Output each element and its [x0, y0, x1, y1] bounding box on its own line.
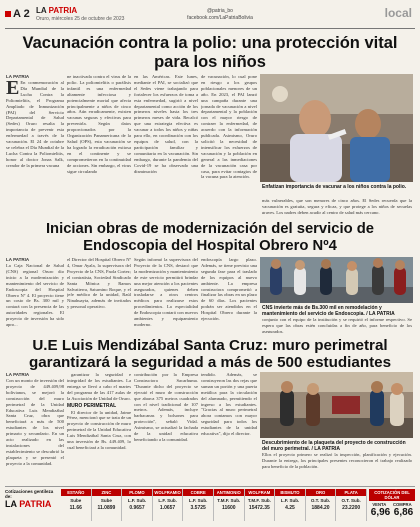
article3-col4: tendido. Además, se construyeron las dos rejas que suman un portón y una puerta metálica para la circulación del alumnado, permitiendo el ingreso a los estudiantes. "Gracias al muro perimetral ahora contamos con mayor seguridad para todos los estudiantes de la unidad educativa", dijo el director.	[201, 372, 257, 437]
article2-photo	[260, 257, 413, 303]
article1-col1: E En conmemoración al Día Mundial de la Lucha Contra la Poliomielitis, el Programa Ampliado de Inmunización (PAI) del Servicio Departamental de Salud (Sedes) Oruro resalta la importancia de prevenir esta enfermedad a través de la vacunación. El 24 de octubre se celebra el Día Mundial de la Lucha Contra la Poliomielitis, honor al doctor Jonas Salk, creador de la primera vacuna	[6, 80, 64, 168]
dollar-labels: VENTA COMPRA	[372, 502, 412, 507]
brand: LA PATRIA	[36, 6, 78, 15]
article3-col2	[67, 372, 131, 482]
article3-photo	[260, 372, 413, 438]
article2-headline: Inician obras de modernización del servicio de Endoscopia del Hospital Obrero Nº4	[45, 221, 375, 254]
ticker-cell: ORO O.T. Sub. 1884.20	[306, 489, 337, 521]
date-line: Oruro, miércoles 25 de octubre de 2023	[36, 16, 125, 22]
ticker-cell: ANTIMONIO T.M.F. Sub. 11600	[214, 489, 245, 521]
ticker-title: Cotizaciones gentileza de:	[5, 489, 54, 499]
ticker-cell: BISMUTO L.F. Sub. 4.25	[275, 489, 306, 521]
article3-caption: Descubrimiento de la plaqueta del proyecto de construcción del muro perimetral. / LA PATRIA	[262, 440, 406, 452]
ticker-cell: WOLFRAMIO L.F. Sub. 1.0657	[153, 489, 184, 521]
article2-col3: Según informó la supervisora del Proyecto de la CNS, destacó que la modernización y mantenimiento de este servicio permitirá brindar una mejor atención a los pacientes asegurados, quienes deben trasladarse a otros centros médicos para realizarse estos procedimientos. La especialidad de Endoscopia contará con nuevos ambientes y equipamiento moderno.	[134, 257, 198, 327]
ticker-cell: PLATA O.T. Sub. 23.2200	[336, 489, 367, 521]
ticker-logo: LA PATRIA	[5, 499, 52, 509]
article3-subheading: MURO PERIMETRAL	[67, 402, 117, 409]
article3-col1: Con un monto de inversión del proyecto de 449.409,98 bolivianos, se mejoró la construcción del muro perimetral de la Unidad Educativa Luis Mendizábal Santa Cruz, obra que beneficiará a más de 500 estudiantes de los nivel primario y secundario. En un acto realizado en las instalaciones del establecimiento se descubrió la plaqueta y se presentó el proyecto a la comunidad.	[6, 378, 64, 466]
article2-byline: LA PATRIA	[6, 257, 30, 262]
article3-col3: contribución por la Empresa Constructora Sacarhuma. "Durante dicho del proyecto se ejecutó el muro de construcción que abarca 375 metros cuadrados con el nivel tradicional de 107 metros. Además, incluye barbacanas y bolsones para protección", señaló Vidal. Asimismo, se actualizó la fachada de la unidad educativa beneficiando a la comunidad.	[134, 372, 198, 442]
article1-headline: Vacunación contra la polio: una protección vital para los niños	[22, 34, 398, 71]
page-header	[0, 0, 420, 30]
contact-info	[180, 8, 260, 22]
article1-photo	[260, 74, 413, 182]
ticker-cell: ESTAÑO Sube 11.66	[61, 489, 92, 521]
dollar-rate	[369, 489, 415, 521]
school-wall-photo	[260, 372, 413, 438]
article1-col3: en las Américas. Este lunes, mediante el PAI, se socializó que el Sedes viene trabajando para fortalecer los esfuerzos de toma a esta enfermedad, sugirió a nivel departamental como acción de los primeros niveles hasta los tres primeros meses de vida. Recalcó que una estrategia efectiva es vacunar a todos los niños y niñas para ello, en coordinación con los equipos de salud, con la participación familiar y comunitaria en la vacunación. Sin embargo, durante la pandemia del Covid-19 se ha observado una disminución	[134, 74, 198, 174]
dropcap: E	[6, 80, 20, 99]
ticker-cell: ZINC Sube 11.0899	[92, 489, 123, 521]
page-number: A 2	[5, 8, 30, 20]
contact-handle: @patria_bo	[207, 8, 233, 14]
article1-col5: más vulnerables, que son menores de cinco años. El Sedes recuerda que la vacunación es gratuita, segura y eficaz, y que protege a los niños de secuelas graves. Los padres deben acudir al centro de salud más cercano.	[262, 198, 412, 214]
section-label: local	[384, 6, 412, 20]
article1-col2: ne inactivada contra el virus de la polio. La poliomielitis o parálisis infantil es una enfermedad altamente infecciosa y potencialmente mortal que afecta principalmente a niños de cinco años. Aún erradicamente, existen vacunas seguras y efectivas para prevenirla. Según datos proporcionados por la Organización Panamericana de la Salud (OPS), esta vacunación se ha logrado la erradicación exitosa en el continente y se comprometieron en la continuidad de acciones. Sin embargo, el virus sigue circulando	[67, 74, 131, 174]
ticker-cells	[61, 489, 367, 521]
article3-headline: U.E Luis Mendizábal Santa Cruz: muro perimetral garantizará la seguridad a más de 500 estudiantes	[28, 337, 392, 371]
article3-col2-text-b: El director de la unidad, Jaime Pérez, mencionó que se trata de un proyecto de construcción de muro perimetral de la Unidad Educativa Luis Mendizábal Santa Cruz, con una inversión de Bs. 449.409, lo cual beneficiará a la comunidad.	[67, 409, 131, 450]
article1-col4: de vacunación, lo cual pone en riesgo a los grupos poblacionales menores de un año. En 2023, el PAI lanzó una campaña durante una jornada de vacunación a nivel departamental y la población con el mayor riesgo de contraer la enfermedad, de acuerdo con la información publicada. Asimismo, Oruro solicitó la necesidad de intensificar los esfuerzos de vacunación y la población en general a las inmediaciones de la vacunación casa por casa, para evitar contagios de la vacuna para la atención.	[201, 74, 257, 180]
hospital-photo	[260, 257, 413, 303]
ticker-cell: COBRE L.F. Sub. 3.5725	[183, 489, 214, 521]
article2-col1: La Caja Nacional de Salud (CNS) regional Oruro dio inicio a la modernización y mantenimiento del servicio de Endoscopia del Hospital Obrero Nº 4. El proyecto tiene un costo de Bs. 300 mil y contará con la presencia de las autoridades regionales. El proyecto de inversión ha sido apro...	[6, 263, 64, 328]
article2-col4: endoscopía largo plazo. Además, se tiene previsto una segunda fase para el traslado de los equipos al nuevo ambiente. La empresa constructora comprometió a finalizar las obras en un plazo de 60 días. Los pacientes podrán ser atendidos en el Hospital Obrero durante la ejecución.	[201, 257, 257, 322]
article3-col5: Ellos el proyecto primero se realizó la inspección, planificación y ejecución. Durante la entrega, los principales presentes reconocieron el trabajo realizado para beneficio de la población.	[262, 452, 412, 469]
dollar-values: 6,96 6,86	[370, 507, 414, 518]
article1-byline: LA PATRIA	[6, 74, 30, 79]
ticker-cell: PLOMO L.F. Sub. 0.9657	[122, 489, 153, 521]
article3-col2-text: garantizar la seguridad e integridad de los estudiantes. La entrega se llevó a cabo el martes del programa de las 417 aulas de la Asociación de Unidad de Oruro.	[67, 372, 131, 401]
page-marker	[5, 11, 11, 17]
contact-facebook: facebook.com/LaPatriaBolivia	[187, 15, 253, 21]
ticker-cell: WOLFRAM T.M.F. Sub. 15472.35	[245, 489, 276, 521]
article1-caption: Enfatizan importancia de vacunar a los niños contra la polio.	[262, 184, 407, 190]
vaccination-photo	[260, 74, 413, 182]
header-rule	[5, 28, 415, 29]
dollar-title: COTIZACIÓN DEL DÓLAR	[369, 489, 415, 501]
article2-col5: conjunto con el equipo de la institución y se requirió el informe respectivo. Se espera que las obras estén concluidas a fin de año, para beneficio de los asegurados.	[262, 317, 412, 333]
article2-col2: el Director del Hospital Obrero Nº 4, Omar Ayala, la supervisora del Proyecto de la CNS, Paola Cortez; el contratista, Sociedad Sindicado Santa Mónica y Ramos Salvatierra, Saturnino Roque, y el jefe médico de la unidad, Raúl Ninahuayta, además de invitados y personal operativo.	[67, 257, 131, 310]
article3-byline: LA PATRIA	[6, 372, 30, 377]
quotes-ticker	[5, 486, 415, 522]
article2-caption: CNS invierte más de Bs.300 mil en remodelación y mantenimiento del servicio de Endoscopia. / LA PATRIA	[262, 305, 395, 317]
